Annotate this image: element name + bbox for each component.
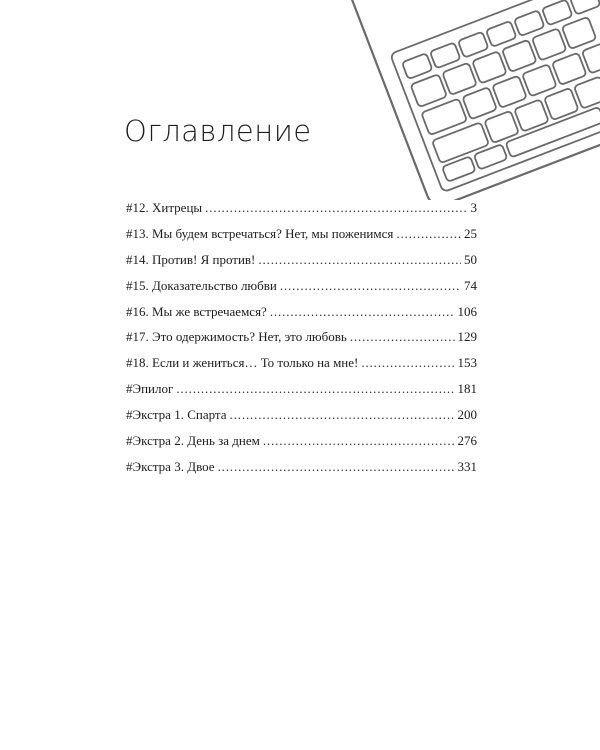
- toc-entry-title: #Экстра 3. Двое: [126, 458, 215, 474]
- toc-page-number: 106: [457, 303, 477, 319]
- toc-page-number: 74: [464, 277, 477, 293]
- toc-entry-title: #13. Мы будем встречаться? Нет, мы поженимся: [126, 225, 394, 241]
- toc-entry[interactable]: [126, 304, 477, 330]
- toc-page-number: 25: [464, 225, 477, 241]
- keyboard-key: [514, 10, 545, 36]
- dot-leader: [176, 381, 454, 397]
- keyboard-key: [502, 40, 537, 72]
- toc-entry-title: #14. Против! Я против!: [126, 251, 256, 267]
- toc-page-number: 200: [457, 407, 477, 423]
- dot-leader: [396, 226, 461, 242]
- keyboard-key: [544, 88, 579, 120]
- toc-entry-title: #17. Это одержимость? Нет, это любовь: [126, 329, 347, 345]
- toc-entry[interactable]: [126, 433, 477, 459]
- page-title: Оглавление: [124, 114, 312, 148]
- toc-entry[interactable]: [126, 200, 477, 226]
- toc-entry-title: #Эпилог: [126, 381, 174, 397]
- dot-leader: [263, 433, 455, 449]
- toc-entry-title: #Экстра 1. Спарта: [126, 407, 227, 423]
- dot-leader: [258, 252, 461, 268]
- keyboard-key: [552, 53, 587, 85]
- keyboard-key: [410, 74, 447, 107]
- toc-page-number: 153: [457, 355, 477, 371]
- toc-entry[interactable]: [126, 381, 477, 407]
- dot-leader: [218, 459, 455, 475]
- toc-page-number: 3: [470, 200, 477, 215]
- keyboard-key: [402, 53, 433, 79]
- toc-page-number: 50: [464, 251, 477, 267]
- toc-page-number: 276: [457, 433, 477, 449]
- dot-leader: [230, 407, 455, 423]
- keyboard-key: [532, 28, 567, 60]
- toc-entry[interactable]: [126, 278, 477, 304]
- toc-entry-title: #15. Доказательство любви: [126, 277, 277, 293]
- keyboard-key: [472, 51, 507, 83]
- toc-entry-title: #16. Мы же встречаемся?: [126, 303, 267, 319]
- keyboard-key: [574, 76, 600, 108]
- toc-entry[interactable]: [126, 329, 477, 355]
- keyboard-key: [492, 76, 527, 108]
- keyboard-key: [570, 0, 600, 15]
- keyboard-key: [432, 122, 489, 163]
- keyboard-icon: [0, 0, 600, 200]
- dot-leader: [270, 304, 455, 320]
- keyboard-key: [542, 0, 573, 25]
- toc-page-number: 331: [457, 458, 477, 474]
- keyboard-key: [514, 99, 549, 131]
- dot-leader: [350, 329, 455, 345]
- table-of-contents: [126, 200, 477, 485]
- keyboard-key: [442, 63, 477, 95]
- keyboard-key: [462, 87, 497, 119]
- toc-entry[interactable]: [126, 407, 477, 433]
- keyboard-key: [458, 32, 489, 58]
- keyboard-key: [484, 111, 519, 143]
- toc-entry[interactable]: [126, 252, 477, 278]
- dot-leader: [205, 200, 467, 216]
- toc-entry[interactable]: [126, 226, 477, 252]
- dot-leader: [361, 355, 454, 371]
- keyboard-key: [562, 17, 597, 49]
- keyboard-key: [486, 21, 517, 47]
- toc-entry[interactable]: [126, 459, 477, 485]
- toc-entry-title: #12. Хитрецы: [126, 200, 203, 215]
- toc-entry[interactable]: [126, 355, 477, 381]
- keyboard-key: [522, 64, 557, 96]
- toc-page-number: 181: [457, 381, 477, 397]
- keyboard-key: [430, 42, 461, 68]
- toc-page-number: 129: [457, 329, 477, 345]
- toc-entry-title: #18. Если и жениться… То только на мне!: [126, 355, 359, 371]
- dot-leader: [280, 278, 461, 294]
- toc-entry-title: #Экстра 2. День за днем: [126, 433, 260, 449]
